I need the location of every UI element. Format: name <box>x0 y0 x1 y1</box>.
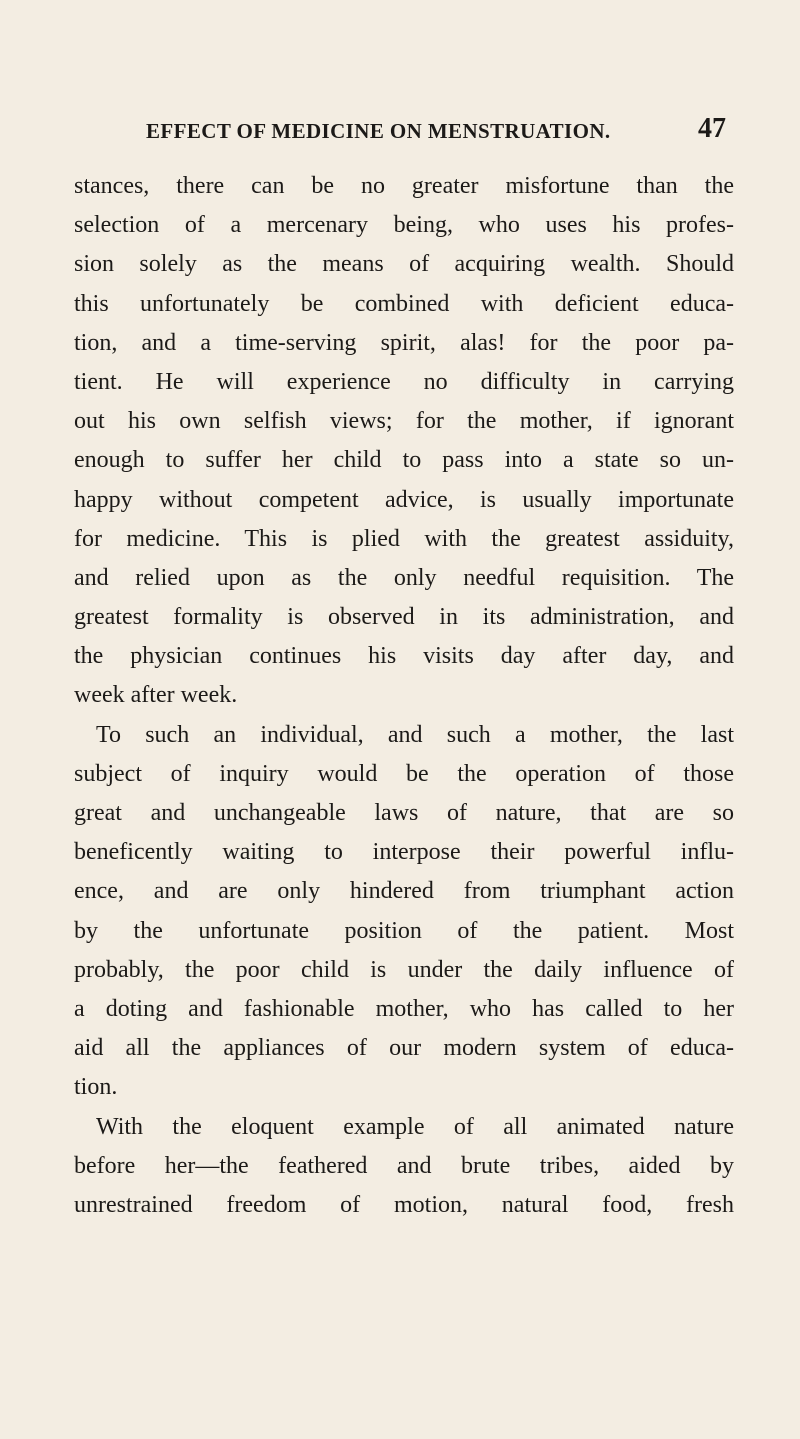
paragraph-3 <box>74 1108 734 1226</box>
text-line: tient. He will experience no difficulty in carrying <box>74 368 734 395</box>
text-line: this unfortunately be combined with deficient educa- <box>74 290 734 317</box>
page-number: 47 <box>698 113 726 144</box>
text-line: subject of inquiry would be the operation of those <box>74 760 734 787</box>
text-line: sion solely as the means of acquiring wealth. Should <box>74 251 734 278</box>
text-line: aid all the appliances of our modern system of educa- <box>74 1035 734 1062</box>
text-line: the physician continues his visits day after day, and <box>74 643 734 670</box>
paragraph-2 <box>74 716 734 1108</box>
text-line: happy without competent advice, is usually importunate <box>74 486 734 513</box>
running-head <box>146 115 726 149</box>
text-line: stances, there can be no greater misfortune than the <box>74 173 734 199</box>
text-line: before her—the feathered and brute tribes, aided by <box>74 1152 734 1179</box>
running-head-title: EFFECT OF MEDICINE ON MENSTRUATION. <box>146 119 611 143</box>
text-line: for medicine. This is plied with the greatest assiduity, <box>74 525 734 552</box>
text-line: tion. <box>74 1074 118 1101</box>
body-text <box>74 167 734 1225</box>
text-line: unrestrained freedom of motion, natural food, fresh <box>74 1191 734 1218</box>
text-line: tion, and a time-serving spirit, alas! for the poor pa- <box>74 329 734 356</box>
text-line: beneficently waiting to interpose their powerful influ- <box>74 839 734 866</box>
text-line: selection of a mercenary being, who uses his profes- <box>74 212 734 239</box>
text-line: With the eloquent example of all animated nature <box>96 1113 734 1140</box>
paragraph-1 <box>74 167 734 716</box>
text-line: To such an individual, and such a mother, the last <box>96 721 734 748</box>
text-line: and relied upon as the only needful requisition. The <box>74 564 734 591</box>
text-line: great and unchangeable laws of nature, that are so <box>74 800 734 826</box>
text-line: by the unfortunate position of the patient. Most <box>74 917 734 944</box>
text-line: probably, the poor child is under the daily influence of <box>74 956 734 983</box>
text-line: enough to suffer her child to pass into a state so un- <box>74 447 734 474</box>
text-line: ence, and are only hindered from triumphant action <box>74 878 734 905</box>
text-line: week after week. <box>74 682 238 709</box>
text-line: out his own selfish views; for the mother, if ignorant <box>74 408 734 435</box>
text-line: a doting and fashionable mother, who has called to her <box>74 995 734 1022</box>
text-line: greatest formality is observed in its administration, and <box>74 604 734 631</box>
